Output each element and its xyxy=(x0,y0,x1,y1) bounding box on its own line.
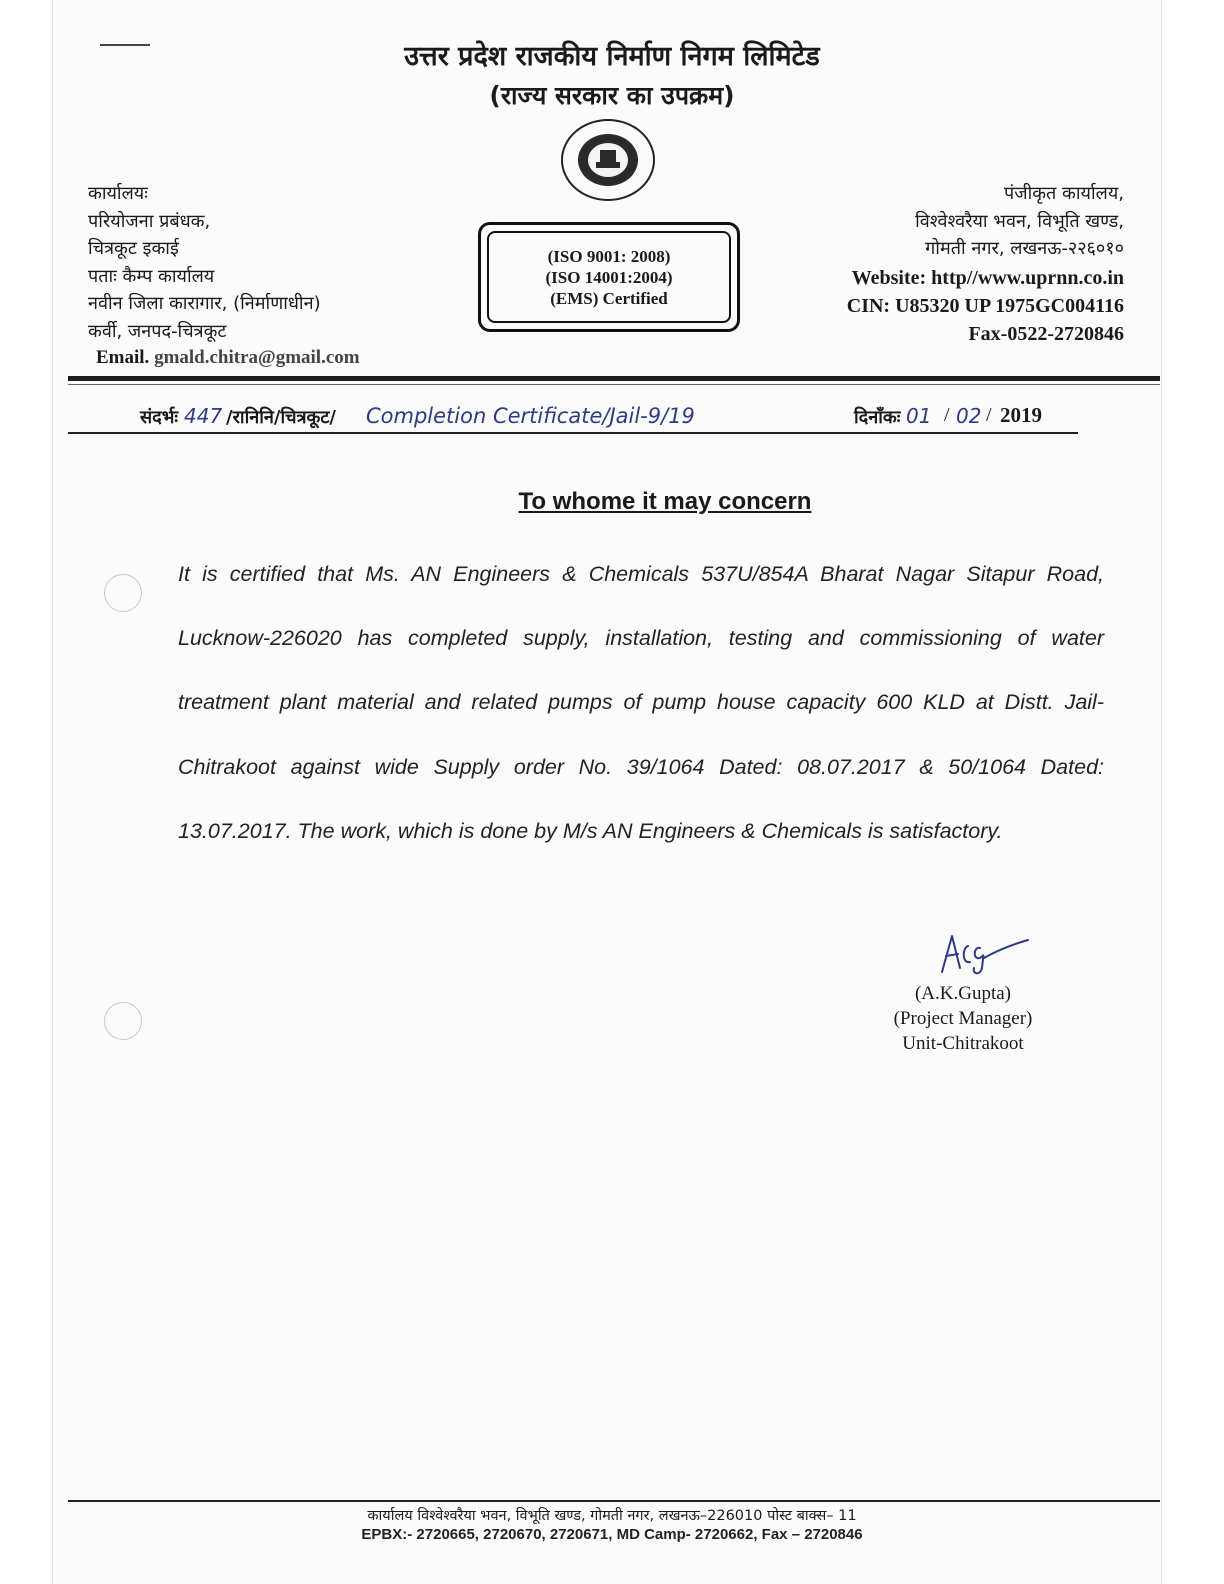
reference-underline xyxy=(68,432,1078,434)
signatory-title: (Project Manager) xyxy=(893,1008,1033,1029)
organization-subtitle: (राज्य सरकार का उपक्रम) xyxy=(489,81,735,110)
email-label: Email. xyxy=(96,347,150,368)
local-office-address xyxy=(88,180,321,345)
signature-icon xyxy=(934,928,1034,978)
certificate-body: It is certified that Ms. AN Engineers & Chemicals 537U/854A Bharat Nagar Sitapur Road, Lucknow-226020 has completed supply, installation, testing and commissioning of water treatment plant material and related pumps of pump house capacity 600 KLD at Distt. Jail-Chitrakoot against wide Supply order No. 39/1064 Dated: 08.07.2017 & 50/1064 Dated: 13.07.2017. The work, which is done by M/s AN Engineers & Chemicals is satisfactory. xyxy=(178,562,1104,843)
date-separator: / xyxy=(944,404,950,426)
reference-subject-handwritten: Completion Certificate/Jail-9/19 xyxy=(366,404,695,428)
iso-9001: (ISO 9001: 2008) xyxy=(547,246,671,266)
address-line: पताः कैम्प कार्यालय xyxy=(88,265,215,287)
address-line: नवीन जिला कारागार, (निर्माणाधीन) xyxy=(88,293,321,314)
address-line: विश्वेश्वरैया भवन, विभूति खण्ड, xyxy=(915,210,1124,232)
registered-office-details xyxy=(847,264,1124,348)
header-divider-thin xyxy=(68,384,1160,385)
reference-number: 447 xyxy=(184,404,223,428)
iso-14001: (ISO 14001:2004) xyxy=(545,267,673,287)
organization-name: उत्तर प्रदेश राजकीय निर्माण निगम लिमिटेड xyxy=(404,41,820,72)
address-line: कर्वी, जनपद-चित्रकूट xyxy=(88,320,227,342)
reference-label: संदर्भः xyxy=(140,407,179,428)
reference-department: /रानिनि/चित्रकूट/ xyxy=(226,407,336,428)
hole-punch-mark xyxy=(104,574,142,612)
letter-heading: To whome it may concern xyxy=(518,488,812,515)
footer-phone-numbers: EPBX:- 2720665, 2720670, 2720671, MD Camp- 2720662, Fax – 2720846 xyxy=(361,1526,863,1543)
date-day: 01 xyxy=(906,404,932,428)
date-separator: / xyxy=(986,404,992,426)
address-line: गोमती नगर, लखनऊ-२२६०१० xyxy=(925,238,1124,259)
cin-number: CIN: U85320 UP 1975GC004116 xyxy=(846,295,1124,317)
organization-seal-icon xyxy=(560,118,656,202)
date-year: 2019 xyxy=(1000,403,1042,427)
registered-office-address xyxy=(915,180,1124,263)
header-divider xyxy=(68,376,1160,381)
signatory-unit: Unit-Chitrakoot xyxy=(902,1033,1024,1054)
date-month: 02 xyxy=(956,404,982,428)
website: Website: http//www.uprnn.co.in xyxy=(851,267,1124,289)
hole-punch-mark xyxy=(104,1002,142,1040)
fax-number: Fax-0522-2720846 xyxy=(968,323,1124,345)
address-line: कार्यालयः xyxy=(88,183,148,204)
footer-divider xyxy=(68,1500,1160,1502)
address-line: पंजीकृत कार्यालय, xyxy=(1003,183,1124,204)
iso-certification-box xyxy=(478,222,740,332)
date-label: दिनाँकः xyxy=(854,407,901,428)
address-line: परियोजना प्रबंधक, xyxy=(88,210,211,232)
email-address: gmald.chitra@gmail.com xyxy=(154,347,360,368)
footer-address: कार्यालय विश्वेश्वरैया भवन, विभूति खण्ड, गोमती नगर, लखनऊ–226010 पोस्ट बाक्स– 11 xyxy=(367,1508,857,1524)
address-line: चित्रकूट इकाई xyxy=(88,238,179,259)
signatory-name: (A.K.Gupta) xyxy=(914,983,1012,1004)
ems-certified: (EMS) Certified xyxy=(550,288,668,308)
office-email xyxy=(96,347,360,369)
